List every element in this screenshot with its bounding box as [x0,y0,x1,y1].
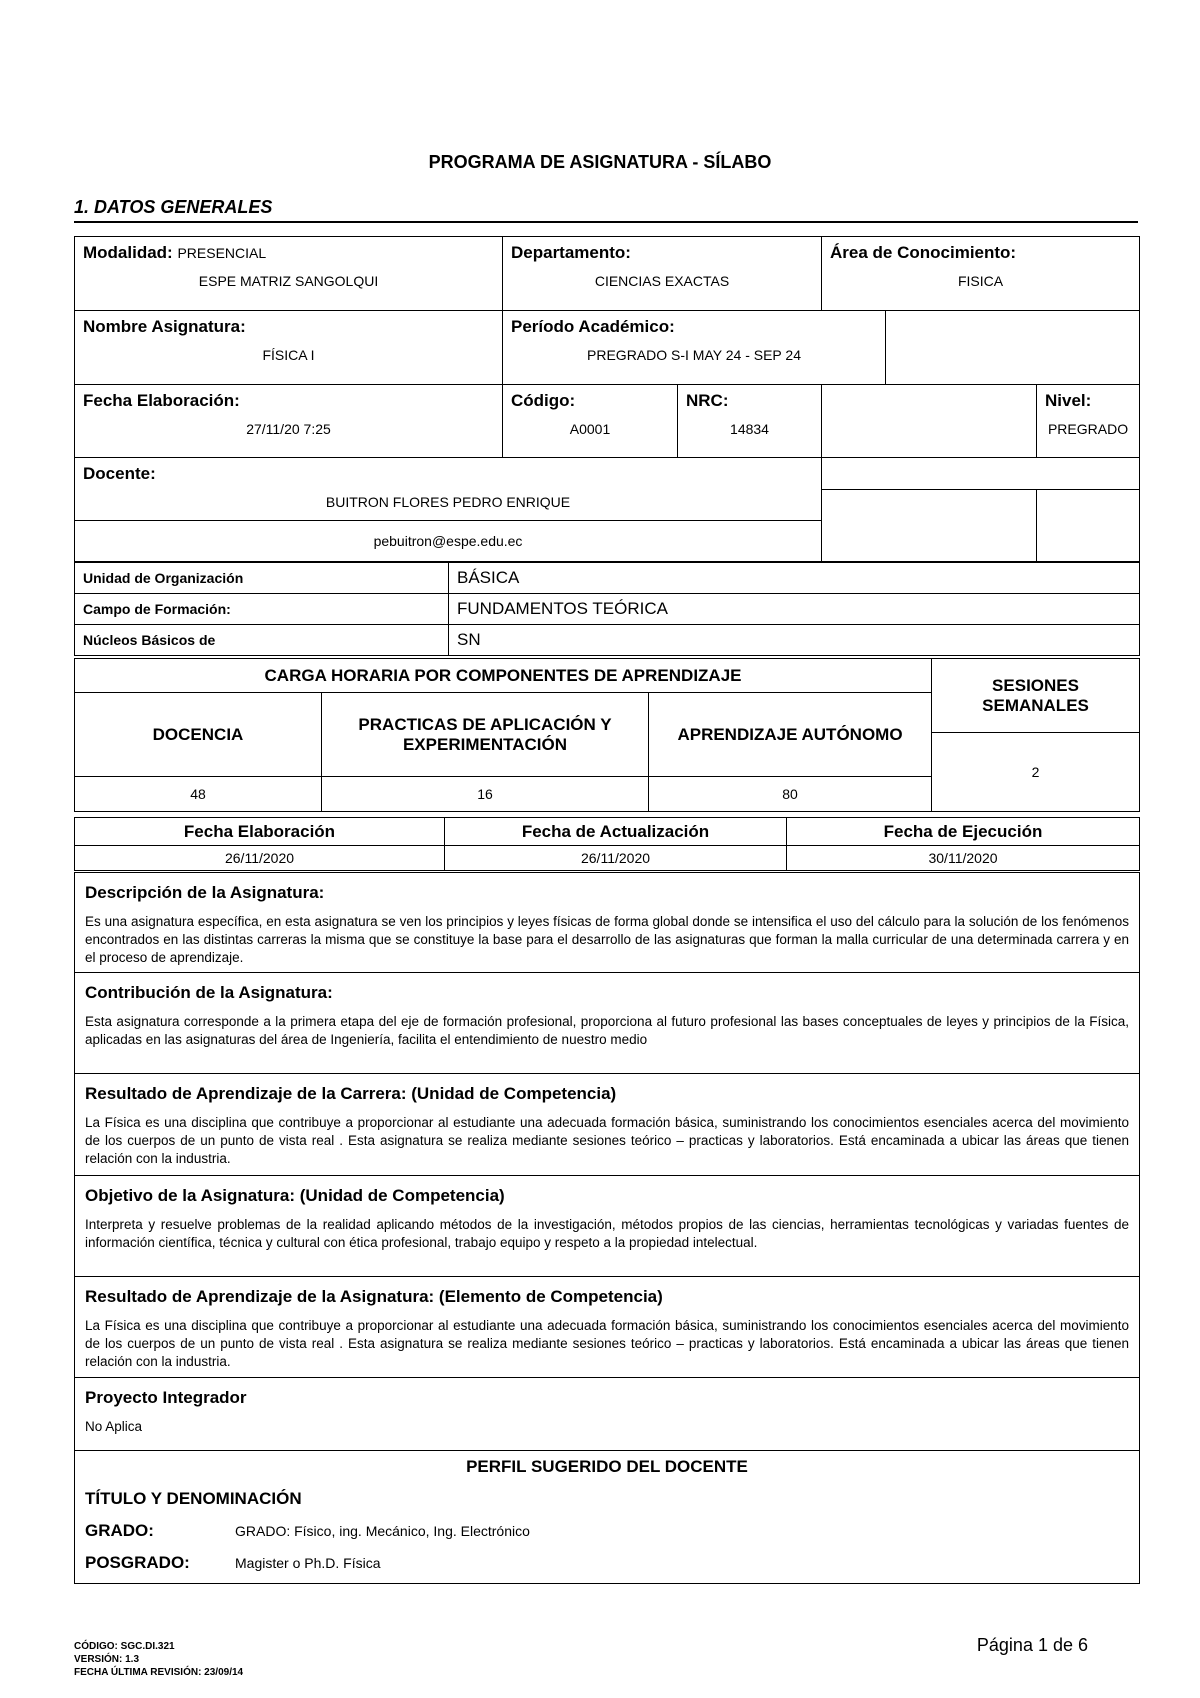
objetivo-section [75,1176,1140,1277]
modalidad-value: PRESENCIAL [177,245,267,261]
resultado-carrera-section [75,1074,1140,1176]
page-number: Página 1 de 6 [976,1635,1088,1655]
document-footer [74,1640,243,1679]
perfil-table [74,1450,1140,1584]
docente-name: BUITRON FLORES PEDRO ENRIQUE [325,494,571,510]
section-heading: 1. DATOS GENERALES [74,197,273,217]
empty-cell [822,490,1037,562]
posgrado-row [85,1553,1129,1573]
fecha-ejecucion-value: 30/11/2020 [787,846,1140,871]
fechas-table [74,817,1140,871]
perfil-section [75,1451,1140,1584]
descripcion-table [74,872,1140,1451]
autonomo-value: 80 [649,777,932,812]
nivel-value: PREGRADO [1047,421,1129,437]
asignatura-cell [75,311,503,385]
objetivo-text: Interpreta y resuelve problemas de la realidad aplicando métodos de la investigación, métodos propios de las ciencias, herramientas tecnológicas y variadas fuentes de información científica, técnica y cultural con ética profesional, trabajo equipo y respeto a la propiedad intelectual. [85,1217,1129,1250]
resultado-asignatura-title: Resultado de Aprendizaje de la Asignatura: (Elemento de Competencia) [85,1287,663,1306]
codigo-value: A0001 [569,421,611,437]
campo-label: Campo de Formación: [75,594,449,625]
resultado-carrera-title: Resultado de Aprendizaje de la Carrera: (Unidad de Competencia) [85,1084,617,1103]
docente-cell [75,458,822,521]
codigo-cell [503,385,678,458]
perfil-title: PERFIL SUGERIDO DEL DOCENTE [466,1457,748,1476]
departamento-label: Departamento: [511,243,631,262]
page-title: PROGRAMA DE ASIGNATURA - SÍLABO [428,152,772,172]
nivel-cell [1037,385,1140,458]
contribucion-text: Esta asignatura corresponde a la primera etapa del eje de formación profesional, proporciona al futuro profesional las bases conceptuales de leyes y principios de la Física, aplicadas en las asignaturas del área de Ingeniería, facilita el entendimiento de nuestro medio [85,1014,1129,1047]
docente-label: Docente: [83,464,156,483]
periodo-cell [503,311,886,385]
descripcion-section [75,873,1140,973]
docencia-header: DOCENCIA [75,693,322,777]
modalidad-cell [75,237,503,311]
contribucion-section [75,973,1140,1074]
autonomo-header: APRENDIZAJE AUTÓNOMO [649,693,932,777]
grado-row [85,1521,1129,1541]
fecha-elaboracion-value: 27/11/20 7:25 [246,421,331,437]
practicas-value: 16 [322,777,649,812]
carga-title: CARGA HORARIA POR COMPONENTES DE APRENDIZAJE [75,659,932,693]
nucleos-value: SN [449,625,1140,656]
footer-codigo: CÓDIGO: SGC.DI.321 [74,1641,175,1652]
departamento-value: CIENCIAS EXACTAS [594,273,730,289]
periodo-label: Período Académico: [511,317,675,336]
sesiones-value: 2 [932,733,1140,812]
fecha-elaboracion-header: Fecha Elaboración [75,818,445,846]
empty-cell [822,385,1037,458]
posgrado-value: Magister o Ph.D. Física [235,1555,381,1571]
footer-revision: FECHA ÚLTIMA REVISIÓN: 23/09/14 [74,1667,244,1678]
area-value: FISICA [957,273,1004,289]
resultado-carrera-text: La Física es una disciplina que contribuye a proporcionar al estudiante una adecuada formación básica, suministrando los conocimientos esenciales acerca del movimiento de los cuerpos de un punto de vista real . Esta asignatura se realiza mediante sesiones teórico – practicas y laboratorios. Está encaminada a ubicar las áreas que tienen relación con la industria. [85,1115,1129,1166]
organizacion-table [74,562,1140,656]
fecha-elaboracion-cell [75,385,503,458]
perfil-subtitle: TÍTULO Y DENOMINACIÓN [85,1489,302,1508]
empty-cell [1037,490,1140,562]
resultado-asignatura-section [75,1277,1140,1378]
objetivo-title: Objetivo de la Asignatura: (Unidad de Competencia) [85,1186,505,1205]
asignatura-label: Nombre Asignatura: [83,317,246,336]
fecha-actualizacion-value: 26/11/2020 [445,846,787,871]
empty-cell [886,311,1140,385]
sesiones-label: SESIONES SEMANALES [932,659,1140,733]
fecha-actualizacion-header: Fecha de Actualización [445,818,787,846]
unidad-value: BÁSICA [449,563,1140,594]
grado-label: GRADO: [85,1521,154,1540]
periodo-value: PREGRADO S-I MAY 24 - SEP 24 [587,347,801,363]
asignatura-value: FÍSICA I [262,347,315,363]
area-cell [822,237,1140,311]
resultado-asignatura-text: La Física es una disciplina que contribuye a proporcionar al estudiante una adecuada formación básica, suministrando los conocimientos esenciales acerca del movimiento de los cuerpos de un punto de vista real . Esta asignatura se realiza mediante sesiones teórico – practicas y laboratorios. Está encaminada a ubicar las áreas que tienen relación con la industria. [85,1318,1129,1369]
nrc-cell [678,385,822,458]
fecha-elaboracion-label: Fecha Elaboración: [83,391,240,410]
nrc-label: NRC: [686,391,729,410]
datos-generales-table [74,236,1140,562]
descripcion-title: Descripción de la Asignatura: [85,883,325,902]
modalidad-label: Modalidad: [83,243,173,262]
proyecto-title: Proyecto Integrador [85,1388,247,1407]
docencia-value: 48 [75,777,322,812]
fecha-ejecucion-header: Fecha de Ejecución [787,818,1140,846]
proyecto-text: No Aplica [85,1419,143,1434]
proyecto-section [75,1378,1140,1451]
grado-value: GRADO: Físico, ing. Mecánico, Ing. Electrónico [235,1523,530,1539]
section-divider [74,221,1138,223]
fecha-elaboracion-value: 26/11/2020 [75,846,445,871]
sede-value: ESPE MATRIZ SANGOLQUI [198,273,379,289]
posgrado-label: POSGRADO: [85,1553,190,1572]
docente-email: pebuitron@espe.edu.ec [75,521,822,562]
campo-value: FUNDAMENTOS TEÓRICA [449,594,1140,625]
descripcion-text: Es una asignatura específica, en esta asignatura se ven los principios y leyes físicas de forma global donde se intensifica el uso del cálculo para la solución de los fenómenos encontrados en las distintas carreras la misma que se constituye la base para el desarrollo de las asignaturas que forman la malla curricular de una determinada carrera y en el proceso de aprendizaje. [85,914,1129,965]
codigo-label: Código: [511,391,576,410]
contribucion-title: Contribución de la Asignatura: [85,983,333,1002]
carga-horaria-table [74,658,1140,812]
unidad-label: Unidad de Organización [75,563,449,594]
departamento-cell [503,237,822,311]
nrc-value: 14834 [730,421,769,437]
nucleos-label: Núcleos Básicos de [75,625,449,656]
nivel-label: Nivel: [1045,391,1092,410]
empty-cell [822,458,1140,490]
footer-version: VERSIÓN: 1.3 [74,1654,140,1665]
practicas-header: PRACTICAS DE APLICACIÓN Y EXPERIMENTACIÓN [322,693,649,777]
area-label: Área de Conocimiento: [830,243,1017,262]
